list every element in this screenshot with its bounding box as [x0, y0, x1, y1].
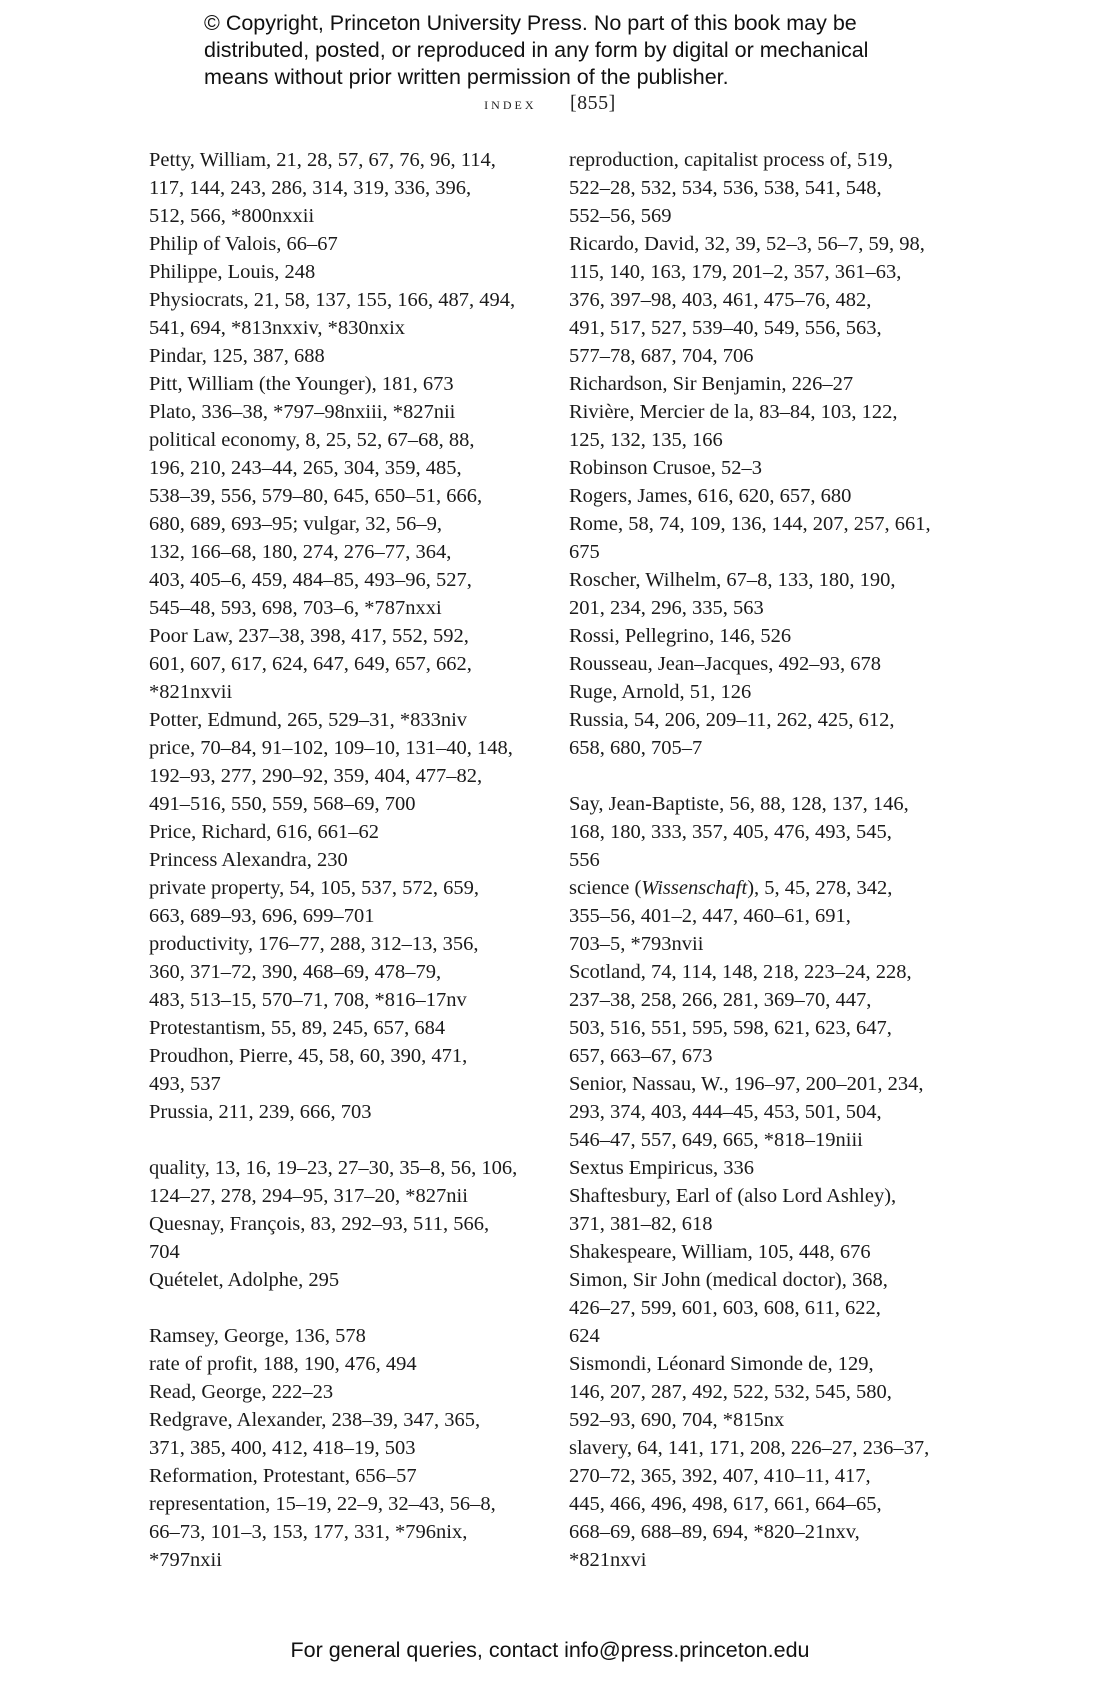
- index-entry-continuation: 522–28, 532, 534, 536, 538, 541, 548,: [569, 177, 882, 199]
- index-entry-heading: Philippe, Louis, 248: [149, 261, 316, 283]
- index-column-left: [149, 146, 559, 1574]
- copyright-line: distributed, posted, or reproduced in any form by digital or mechanical: [204, 38, 869, 62]
- index-entry-continuation: 192–93, 277, 290–92, 359, 404, 477–82,: [149, 765, 483, 787]
- index-entry-continuation: 371, 381–82, 618: [569, 1213, 713, 1235]
- index-entry-continuation: 483, 513–15, 570–71, 708, *816–17nv: [149, 989, 467, 1011]
- index-entry: [149, 846, 559, 874]
- index-entry: [149, 146, 559, 230]
- index-entry: [569, 370, 969, 398]
- index-entry-continuation: 371, 385, 400, 412, 418–19, 503: [149, 1437, 416, 1459]
- index-entry-heading: Ruge, Arnold, 51, 126: [569, 681, 752, 703]
- index-entry-continuation: 556: [569, 849, 600, 871]
- index-entry-heading: Redgrave, Alexander, 238–39, 347, 365,: [149, 1409, 481, 1431]
- index-entry: [149, 1378, 559, 1406]
- index-entry-heading: Say, Jean-Baptiste, 56, 88, 128, 137, 146,: [569, 793, 909, 815]
- index-entry-continuation: 658, 680, 705–7: [569, 737, 703, 759]
- index-entry-continuation: 115, 140, 163, 179, 201–2, 357, 361–63,: [569, 261, 902, 283]
- index-entry-heading: Pindar, 125, 387, 688: [149, 345, 325, 367]
- index-entry: [569, 1070, 969, 1154]
- index-entry-continuation: 552–56, 569: [569, 205, 672, 227]
- index-entry-continuation: 512, 566, *800nxxii: [149, 205, 315, 227]
- index-entry-heading: reproduction, capitalist process of, 519,: [569, 149, 893, 171]
- index-entry-heading: Russia, 54, 206, 209–11, 262, 425, 612,: [569, 709, 895, 731]
- index-entry: [569, 790, 969, 874]
- index-entry-heading: productivity, 176–77, 288, 312–13, 356,: [149, 933, 479, 955]
- index-entry-continuation: 680, 689, 693–95; vulgar, 32, 56–9,: [149, 513, 442, 535]
- index-entry: [149, 706, 559, 734]
- index-entry-continuation: 663, 689–93, 696, 699–701: [149, 905, 375, 927]
- index-entry: [149, 622, 559, 706]
- index-entry-heading: Price, Richard, 616, 661–62: [149, 821, 380, 843]
- index-entry: [149, 734, 559, 818]
- running-head: [0, 92, 1100, 115]
- index-entry: [149, 1154, 559, 1210]
- index-entry-heading: Rossi, Pellegrino, 146, 526: [569, 625, 792, 647]
- index-entry-heading: Quesnay, François, 83, 292–93, 511, 566,: [149, 1213, 490, 1235]
- index-entry-heading: Princess Alexandra, 230: [149, 849, 348, 871]
- index-entry-heading: quality, 13, 16, 19–23, 27–30, 35–8, 56, 106,: [149, 1157, 518, 1179]
- letter-group-gap: [569, 762, 969, 790]
- index-entry: [149, 1098, 559, 1126]
- index-entry-heading: Rivière, Mercier de la, 83–84, 103, 122,: [569, 401, 898, 423]
- index-entry-continuation: 704: [149, 1241, 180, 1263]
- index-entry-heading: Philip of Valois, 66–67: [149, 233, 338, 255]
- index-entry-heading: Rousseau, Jean–Jacques, 492–93, 678: [569, 653, 882, 675]
- index-entry-heading: Richardson, Sir Benjamin, 226–27: [569, 373, 854, 395]
- index-entry: [569, 1154, 969, 1182]
- index-entry: [569, 1266, 969, 1350]
- index-entry-heading: Simon, Sir John (medical doctor), 368,: [569, 1269, 888, 1291]
- index-entry-heading: Rogers, James, 616, 620, 657, 680: [569, 485, 852, 507]
- index-entry-continuation: 168, 180, 333, 357, 405, 476, 493, 545,: [569, 821, 892, 843]
- index-entry-continuation: 237–38, 258, 266, 281, 369–70, 447,: [569, 989, 872, 1011]
- index-entry-continuation: 403, 405–6, 459, 484–85, 493–96, 527,: [149, 569, 472, 591]
- index-entry: [569, 958, 969, 1070]
- index-entry: [569, 1182, 969, 1238]
- index-entry-continuation: 545–48, 593, 698, 703–6, *787nxxi: [149, 597, 442, 619]
- index-entry-continuation: *821nxvi: [569, 1549, 647, 1571]
- index-entry-continuation: 491, 517, 527, 539–40, 549, 556, 563,: [569, 317, 882, 339]
- index-entry-continuation: 117, 144, 243, 286, 314, 319, 336, 396,: [149, 177, 472, 199]
- index-entry: [569, 510, 969, 566]
- index-entry: [149, 1490, 559, 1574]
- index-entry-heading: price, 70–84, 91–102, 109–10, 131–40, 148,: [149, 737, 513, 759]
- index-entry-continuation: 668–69, 688–89, 694, *820–21nxv,: [569, 1521, 860, 1543]
- index-entry-continuation: 541, 694, *813nxxiv, *830nxix: [149, 317, 406, 339]
- index-entry-heading: Pitt, William (the Younger), 181, 673: [149, 373, 454, 395]
- index-entry: [149, 1462, 559, 1490]
- index-entry-heading: Quételet, Adolphe, 295: [149, 1269, 340, 1291]
- copyright-line: © Copyright, Princeton University Press. No part of this book may be: [204, 11, 857, 35]
- index-entry: [569, 230, 969, 370]
- index-entry-continuation: 657, 663–67, 673: [569, 1045, 713, 1067]
- index-entry-continuation: 360, 371–72, 390, 468–69, 478–79,: [149, 961, 442, 983]
- index-entry-heading: science (Wissenschaft), 5, 45, 278, 342,: [569, 877, 893, 899]
- copyright-line: means without prior written permission of the publisher.: [204, 65, 729, 89]
- index-entry-continuation: 491–516, 550, 559, 568–69, 700: [149, 793, 416, 815]
- index-entry-continuation: 293, 374, 403, 444–45, 453, 501, 504,: [569, 1101, 882, 1123]
- index-entry-heading: Protestantism, 55, 89, 245, 657, 684: [149, 1017, 446, 1039]
- index-entry-heading: Scotland, 74, 114, 148, 218, 223–24, 228,: [569, 961, 912, 983]
- index-entry: [149, 230, 559, 258]
- index-entry-heading: Read, George, 222–23: [149, 1381, 334, 1403]
- italic-term: Wissenschaft: [641, 877, 748, 899]
- copyright-notice: [204, 10, 964, 91]
- index-entry-continuation: 445, 466, 496, 498, 617, 661, 664–65,: [569, 1493, 882, 1515]
- index-entry-continuation: 201, 234, 296, 335, 563: [569, 597, 764, 619]
- index-entry: [569, 874, 969, 958]
- index-entry: [149, 1350, 559, 1378]
- index-entry-continuation: 503, 516, 551, 595, 598, 621, 623, 647,: [569, 1017, 892, 1039]
- index-entry: [569, 1238, 969, 1266]
- index-entry-continuation: 546–47, 557, 649, 665, *818–19niii: [569, 1129, 863, 1151]
- index-entry-heading: Poor Law, 237–38, 398, 417, 552, 592,: [149, 625, 469, 647]
- index-entry-continuation: 577–78, 687, 704, 706: [569, 345, 754, 367]
- index-entry: [149, 398, 559, 426]
- index-entry: [569, 454, 969, 482]
- index-entry: [149, 1210, 559, 1266]
- index-entry-continuation: 124–27, 278, 294–95, 317–20, *827nii: [149, 1185, 468, 1207]
- index-entry: [149, 1406, 559, 1462]
- index-entry: [149, 1014, 559, 1042]
- index-entry-heading: Sextus Empiricus, 336: [569, 1157, 755, 1179]
- index-entry-continuation: 493, 537: [149, 1073, 221, 1095]
- index-entry-heading: Physiocrats, 21, 58, 137, 155, 166, 487, 494,: [149, 289, 516, 311]
- index-entry-heading: representation, 15–19, 22–9, 32–43, 56–8,: [149, 1493, 496, 1515]
- index-entry-continuation: 601, 607, 617, 624, 647, 649, 657, 662,: [149, 653, 472, 675]
- index-entry: [569, 678, 969, 706]
- index-entry: [149, 874, 559, 930]
- index-entry-continuation: 376, 397–98, 403, 461, 475–76, 482,: [569, 289, 872, 311]
- index-column-right: [569, 146, 969, 1574]
- page-number: [855]: [570, 92, 616, 114]
- index-entry-heading: Petty, William, 21, 28, 57, 67, 76, 96, 114,: [149, 149, 496, 171]
- index-entry-heading: slavery, 64, 141, 171, 208, 226–27, 236–37,: [569, 1437, 930, 1459]
- index-entry-continuation: 196, 210, 243–44, 265, 304, 359, 485,: [149, 457, 462, 479]
- index-entry-continuation: *797nxii: [149, 1549, 222, 1571]
- index-entry: [569, 146, 969, 230]
- index-entry: [569, 1350, 969, 1434]
- index-entry-heading: Prussia, 211, 239, 666, 703: [149, 1101, 372, 1123]
- index-entry: [569, 398, 969, 454]
- index-entry-continuation: 538–39, 556, 579–80, 645, 650–51, 666,: [149, 485, 483, 507]
- running-head-title: index: [484, 94, 537, 113]
- index-entry-heading: Ramsey, George, 136, 578: [149, 1325, 366, 1347]
- index-entry-continuation: 703–5, *793nvii: [569, 933, 704, 955]
- index-entry-heading: Rome, 58, 74, 109, 136, 144, 207, 257, 661,: [569, 513, 931, 535]
- index-entry-heading: political economy, 8, 25, 52, 67–68, 88,: [149, 429, 475, 451]
- index-entry: [149, 1322, 559, 1350]
- index-entry-continuation: 270–72, 365, 392, 407, 410–11, 417,: [569, 1465, 871, 1487]
- index-entry-heading: Reformation, Protestant, 656–57: [149, 1465, 417, 1487]
- index-entry-continuation: 592–93, 690, 704, *815nx: [569, 1409, 785, 1431]
- index-entry: [149, 370, 559, 398]
- index-entry-heading: Robinson Crusoe, 52–3: [569, 457, 763, 479]
- index-entry-heading: Proudhon, Pierre, 45, 58, 60, 390, 471,: [149, 1045, 468, 1067]
- index-entry: [149, 930, 559, 1014]
- index-entry: [149, 1266, 559, 1294]
- index-entry: [149, 286, 559, 342]
- index-entry-heading: Senior, Nassau, W., 196–97, 200–201, 234,: [569, 1073, 924, 1095]
- index-entry: [149, 342, 559, 370]
- index-entry-continuation: 624: [569, 1325, 600, 1347]
- index-entry-continuation: 675: [569, 541, 600, 563]
- index-entry: [569, 566, 969, 622]
- index-entry-heading: Ricardo, David, 32, 39, 52–3, 56–7, 59, 98,: [569, 233, 925, 255]
- index-entry: [569, 1434, 969, 1574]
- index-entry-heading: Shaftesbury, Earl of (also Lord Ashley),: [569, 1185, 897, 1207]
- index-entry: [149, 258, 559, 286]
- index-entry: [569, 650, 969, 678]
- index-entry: [149, 818, 559, 846]
- index-entry-heading: Plato, 336–38, *797–98nxiii, *827nii: [149, 401, 456, 423]
- index-entry-continuation: *821nxvii: [149, 681, 233, 703]
- index-entry: [569, 706, 969, 762]
- footer-contact: For general queries, contact info@press.princeton.edu: [290, 1638, 810, 1662]
- index-entry: [149, 426, 559, 622]
- index-entry: [569, 622, 969, 650]
- index-entry-continuation: 355–56, 401–2, 447, 460–61, 691,: [569, 905, 851, 927]
- index-entry-heading: Potter, Edmund, 265, 529–31, *833niv: [149, 709, 468, 731]
- letter-group-gap: [149, 1126, 559, 1154]
- index-entry-continuation: 426–27, 599, 601, 603, 608, 611, 622,: [569, 1297, 881, 1319]
- index-entry-heading: Roscher, Wilhelm, 67–8, 133, 180, 190,: [569, 569, 896, 591]
- index-entry: [569, 482, 969, 510]
- index-entry: [149, 1042, 559, 1098]
- index-entry-heading: Sismondi, Léonard Simonde de, 129,: [569, 1353, 874, 1375]
- index-entry-heading: Shakespeare, William, 105, 448, 676: [569, 1241, 871, 1263]
- letter-group-gap: [149, 1294, 559, 1322]
- index-entry-continuation: 66–73, 101–3, 153, 177, 331, *796nix,: [149, 1521, 468, 1543]
- index-entry-heading: rate of profit, 188, 190, 476, 494: [149, 1353, 417, 1375]
- index-entry-continuation: 146, 207, 287, 492, 522, 532, 545, 580,: [569, 1381, 892, 1403]
- index-entry-continuation: 125, 132, 135, 166: [569, 429, 723, 451]
- index-entry-heading: private property, 54, 105, 537, 572, 659,: [149, 877, 480, 899]
- index-entry-continuation: 132, 166–68, 180, 274, 276–77, 364,: [149, 541, 452, 563]
